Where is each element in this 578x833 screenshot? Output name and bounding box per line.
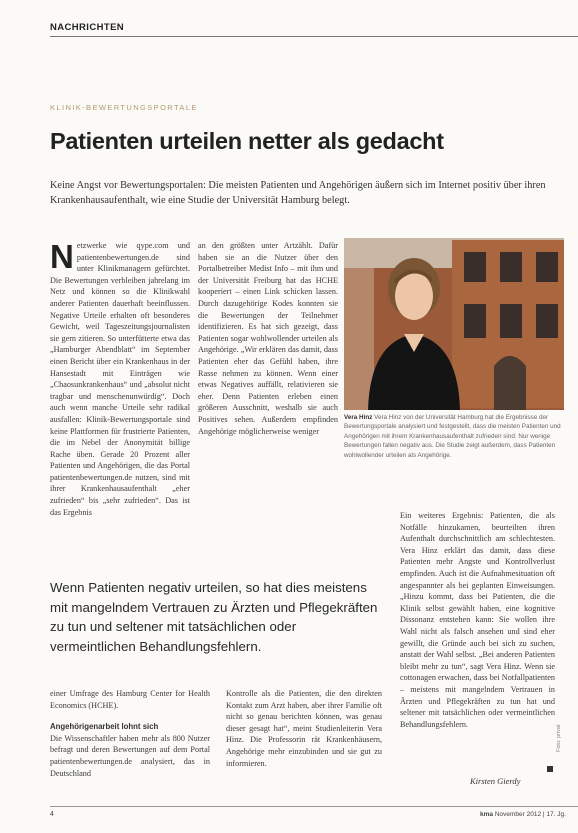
section-label: NACHRICHTEN	[50, 22, 125, 33]
magazine-name: kma	[480, 811, 494, 818]
header-divider	[50, 36, 578, 37]
pull-quote: Wenn Patienten negativ urteilen, so hat dies meistens mit mangelndem Vertrauen zu Ärzten und Pflegekräften zu tun und seltener mit tatsächlichen oder vermeintlichen Behandlungsfehlern.	[50, 580, 378, 654]
caption-name: Vera Hinz	[344, 414, 373, 421]
page-number: 4	[50, 811, 54, 818]
column-1-bottom	[50, 688, 210, 798]
column-2-top: an den größten unter Artzählt. Dafür haben sie an die Nutzer über den Portalbetreiber Medist Info – mit ihm und der Universität Freiburg hat das HCHE kooperiert – einen Link schicken lassen. Durch dazugehörige Kodes konnten sie die Bewertungen der Teilnehmer identifizieren. Es hat sich gezeigt, dass Patienten sogar wohlwollender urteilen als Angehörige. „Wir erklären das damit, dass Patienten eher das Gefühl haben, ihre Rasse nehmen zu können. Wenn einer etwas Negatives auffällt, relativieren sie eher. Denn Patienten erleben einen größeren Ausschnitt, weshalb sie auch Positives sehen. Außerdem empfinden Angehörige möglicherweise weniger	[198, 241, 338, 436]
photo-credit: Foto: privat	[556, 724, 562, 752]
author-name: Kirsten Gierdy	[470, 776, 521, 786]
column-1-bottom-text-2: Die Wissenschaftler haben mehr als 800 Nutzer befragt und deren Bewertungen auf dem Portal patientenbewertungen.de analysiert, das in Deutschland	[50, 733, 210, 778]
column-1-bottom-text: einer Umfrage des Hamburg Center for Health Economics (HCHE).	[50, 689, 210, 710]
column-3: Ein weiteres Ergebnis: Patienten, die als Notfälle hinzukamen, beurteilten ihren Aufenthalt durchschnittlich am schlechtesten. Vera Hinz erklärt das damit, dass diese Patienten mehr Angste und Kontrollverlust empfinden. Auch ist die Aufnahmesituation oft angespannter als bei geplanten Einweisungen. „Hinzu kommt, dass bei Patienten, die die Klinik selbst gewählt haben, eine kognitive Dissonanz entstehen kann: Sie wollen ihre Wahl nicht als falsch ansehen und sind eher gewillt, die Gründe auch bei sich zu suchen, anstatt der Wahl selbst. „Bei anderen Patienten bleibt mehr zu tun“, sagt Vera Hinz. Wenn sie cottonagen erwachen, dass bei Notfallpatienten – meistens mit mangelndem Vertrauen in Ärzten und Pflegekräften zu tun hat und seltener mit tatsächlichen oder vermeintlichen Behandlungsfehlern.	[400, 511, 555, 729]
magazine-issue: November 2012 | 17. Jg.	[494, 811, 566, 818]
column-1-text: etzwerke wie qype.com und patientenbewertungen.de sind unter Klinikmanagern gefürchtet. Die Bewertungen verbleiben jahrelang im Netz und können so die Klinikwahl anderer Patienten dauerhaft beeinflussen. Negative Urteile erhalten oft besonderes Gewicht, weil Tageszeitungsjournalisten sie gern zitieren. So unterfütterte etwa das „Hamburger Abendblatt“ im September einen Bericht über ein Krankenhaus in der Hansestadt mit Einträgen wie „Chaosunkrankenhaus“ und „absolut nicht tragbar und menschenunwürdig“. Doch auch wenn manche Urteile sehr radikal ausfallen: Klinik-Bewertungsportale sind keine Plattformen für frustrierte Patienten, die im Nebel der Anonymität billige Rache üben. Gerade 20 Prozent aller Patienten und Angehörigen, die das Portal patientenbewertungen.de nutzen, sind mit ihrer Krankenhausaufenthalt „eher zufrieden“ bis „sehr zufrieden“. Das ist das Ergebnis	[50, 241, 190, 517]
caption-text: Vera Hinz von der Universität Hamburg hat die Ergebnisse der Bewertungsportale analysiert und festgestellt, dass die meisten Patienten und Angehörigen mit ihrem Krankenhausaufenthalt zufrieden sind. Nur wenige Bewertungen fallen negativ aus. Die Studie zeigt außerdem, dass Patienten wohlwollender urteilen als Angehörige.	[344, 414, 561, 459]
end-mark	[547, 766, 553, 772]
article-kicker: KLINIK-BEWERTUNGSPORTALE	[50, 103, 198, 112]
column-2-bottom: Kontrolle als die Patienten, die den direkten Kontakt zum Arzt haben, aber ihrer Familie oft nicht so genau berichten können, was genau dieser gesagt hat“, meint Studienleiterin Vera Hinz. Die Professorin rät Krankenhäusern, Angehörige mehr einzubinden und sie gut zu informieren.	[226, 689, 382, 768]
portrait-photo	[344, 238, 564, 410]
footer-magazine	[480, 811, 566, 818]
column-1-top	[50, 240, 190, 558]
article-title: Patienten urteilen netter als gedacht	[50, 128, 444, 154]
article-lead: Keine Angst vor Bewertungsportalen: Die meisten Patienten und Angehörigen äußern sich im Internet positiv über ihren Krankenhausaufenthalt, wie eine Studie der Universität Hamburg belegt.	[50, 180, 546, 206]
drop-cap: N	[50, 240, 74, 275]
photo-caption	[344, 413, 566, 460]
footer-divider	[50, 806, 578, 807]
subhead: Angehörigenarbeit lohnt sich	[50, 722, 159, 732]
